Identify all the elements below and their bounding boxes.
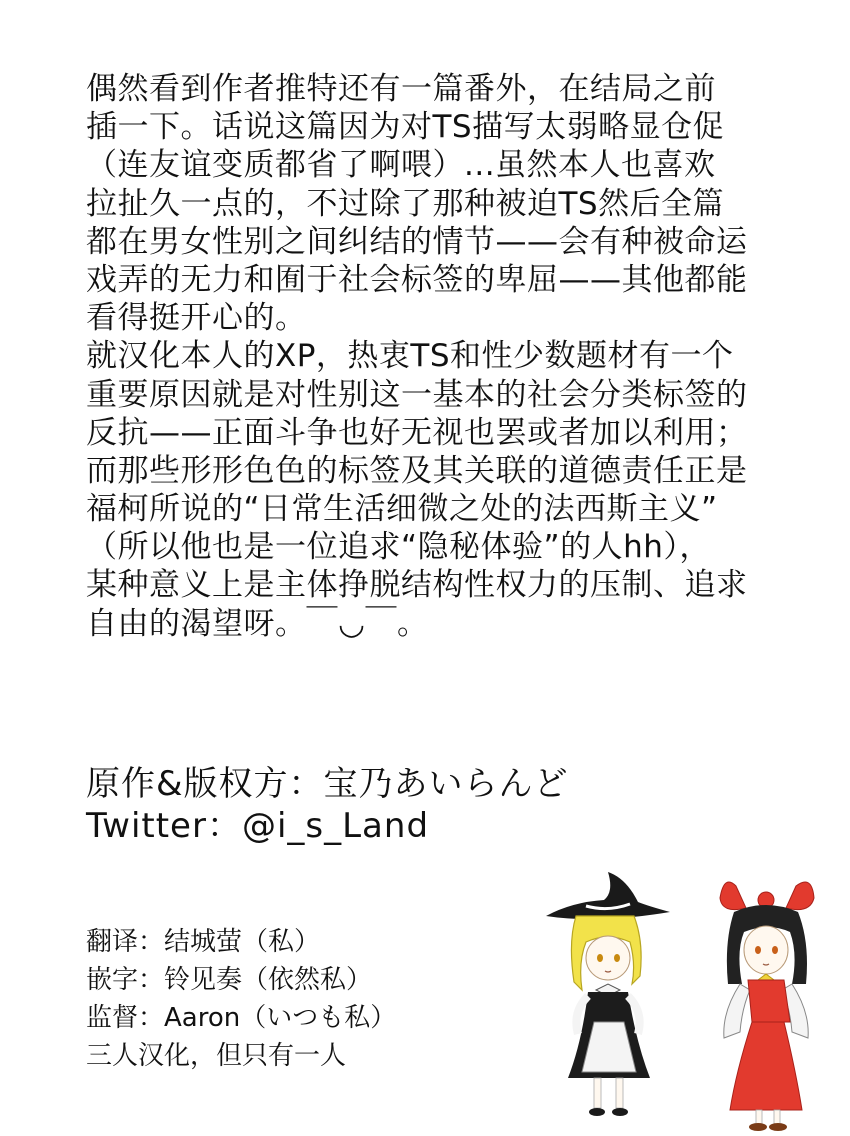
note-line: 都在男女性别之间纠结的情节——会有种被命运 <box>86 223 748 260</box>
original-author-credit: 原作&版权方：宝乃あいらんど <box>86 764 569 804</box>
note-line: 看得挺开心的。 <box>86 300 307 337</box>
twitter-handle: Twitter：@i_s_Land <box>86 806 430 846</box>
note-line: 戏弄的无力和囿于社会标签的卑屈——其他都能 <box>86 261 748 298</box>
note-line: 某种意义上是主体挣脱结构性权力的压制、追求 <box>86 567 748 604</box>
note-line: 拉扯久一点的，不过除了那种被迫TS然后全篇 <box>86 185 725 222</box>
shrine-maiden-drawing <box>720 882 814 1131</box>
note-line: 就汉化本人的XP，热衷TS和性少数题材有一个 <box>86 338 734 375</box>
typesetter-credit: 嵌字：铃见奏（依然私） <box>86 965 373 995</box>
original-credits <box>86 763 569 847</box>
note-line: 福柯所说的“日常生活细微之处的法西斯主义” <box>86 491 718 528</box>
staff-credits <box>86 923 396 1075</box>
note-line: （所以他也是一位追求“隐秘体验”的人hh）， <box>86 529 711 566</box>
note-line: 反抗——正面斗争也好无视也罢或者加以利用； <box>86 414 748 451</box>
note-line: 自由的渴望呀。￣◡￣。 <box>86 605 429 642</box>
characters-illustration <box>538 872 850 1136</box>
witch-girl-drawing <box>546 872 670 1116</box>
note-line: 插一下。话说这篇因为对TS描写太弱略显仓促 <box>86 109 725 146</box>
note-line: 偶然看到作者推特还有一篇番外，在结局之前 <box>86 71 716 107</box>
team-remark: 三人汉化，但只有一人 <box>86 1041 347 1071</box>
note-line: 重要原因就是对性别这一基本的社会分类标签的 <box>86 376 748 413</box>
note-line: （连友谊变质都省了啊喂）...虽然本人也喜欢 <box>86 147 716 184</box>
translator-note <box>86 70 776 643</box>
note-line: 而那些形形色色的标签及其关联的道德责任正是 <box>86 452 748 489</box>
translator-credit: 翻译：结城萤（私） <box>86 927 321 957</box>
supervisor-credit: 监督：Aaron（いつも私） <box>86 1003 397 1033</box>
